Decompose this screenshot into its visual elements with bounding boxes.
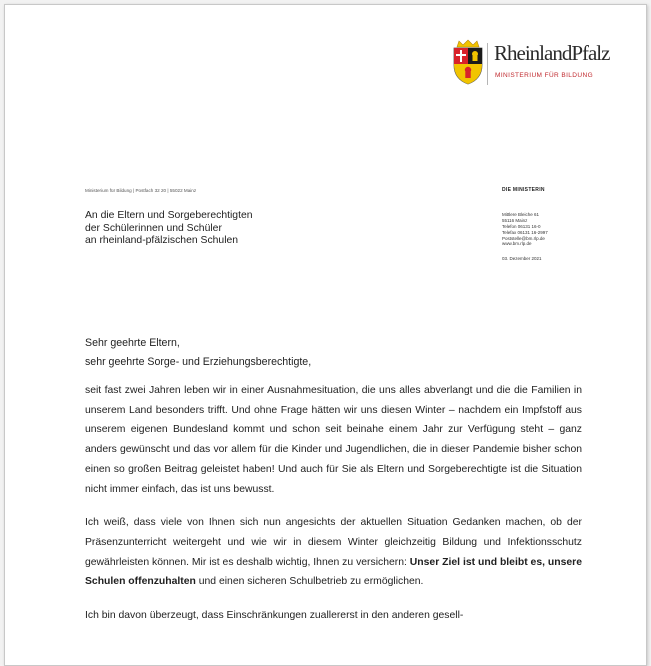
letter-body bbox=[85, 381, 582, 640]
sender-line: Ministerium für Bildung | Postfach 32 20 | 55022 Mainz bbox=[85, 188, 197, 193]
info-line: Poststelle@bm.rlp.de bbox=[502, 235, 545, 241]
salutation-line: Sehr geehrte Eltern, bbox=[85, 337, 180, 349]
letter-page bbox=[4, 4, 647, 666]
salutation-line: sehr geehrte Sorge- und Erziehungsberechtigte, bbox=[85, 355, 312, 368]
info-line: 55116 Mainz bbox=[502, 217, 528, 223]
recipient-line: an rheinland-pfälzischen Schulen bbox=[85, 235, 239, 246]
info-line: Telefax 06131 16-2997 bbox=[502, 229, 548, 235]
sender-info-column bbox=[502, 188, 612, 262]
paragraph: seit fast zwei Jahren leben wir in einer Ausnahmesituation, die uns alles abverlangt und die die Familien in unserem Land besonders trifft. Und ohne Frage hätten wir uns diesen Winter – nachdem ein Impfstoff aus unserem eigenen Bundesland kommt und schon seit beinahe einem Jahr zur Verfügung steht – ganz anders gewünscht und das vor allem für die Kinder und Jugendlichen, die in dieser Pandemie bisher schon einen so großen Beitrag geleistet haben! Und auch für Sie als Eltern und Sorgeberechtigte ist die Situation nicht immer einfach, das ist uns bewusst. bbox=[85, 385, 582, 495]
rlp-logo bbox=[450, 39, 620, 89]
paragraph bbox=[85, 513, 582, 592]
salutation bbox=[85, 334, 311, 371]
recipient-line: der Schülerinnen und Schüler bbox=[85, 222, 222, 234]
paragraph-text: und einen sicheren Schulbetrieb zu ermöglichen. bbox=[195, 576, 424, 588]
info-line: www.bm.rlp.de bbox=[502, 241, 532, 247]
recipient-line: An die Eltern und Sorgeberechtigten bbox=[85, 210, 253, 221]
logo-title: RheinlandPfalz bbox=[494, 41, 610, 65]
info-title: DIE MINISTERIN bbox=[502, 187, 545, 193]
logo-subtitle: MINISTERIUM FÜR BILDUNG bbox=[495, 72, 594, 79]
info-line: Telefon 06131 16-0 bbox=[502, 223, 541, 229]
letter-date: 03. Dezember 2021 bbox=[502, 256, 542, 262]
paragraph-text: Ich weiß, dass viele von Ihnen sich nun angesichts der aktuellen Situation Gedanken machen, ob der Präsenzunterricht weitergeht und wie wir in diesem Winter gleichzeitig Bildung und Infektionsschutz gewährleisten können. Mir ist es deshalb wichtig, Ihnen zu versichern: bbox=[85, 517, 582, 568]
emphasized-text: Unser Ziel ist und bleibt es, unsere Schulen offenzuhalten bbox=[85, 556, 582, 588]
paragraph: Ich bin davon überzeugt, dass Einschränkungen zuallererst in den anderen gesell- bbox=[85, 610, 464, 622]
recipient-address bbox=[85, 210, 253, 248]
logo-divider bbox=[487, 43, 488, 85]
info-line: Mittlere Bleiche 61 bbox=[502, 211, 540, 217]
coat-of-arms-icon bbox=[450, 39, 486, 85]
